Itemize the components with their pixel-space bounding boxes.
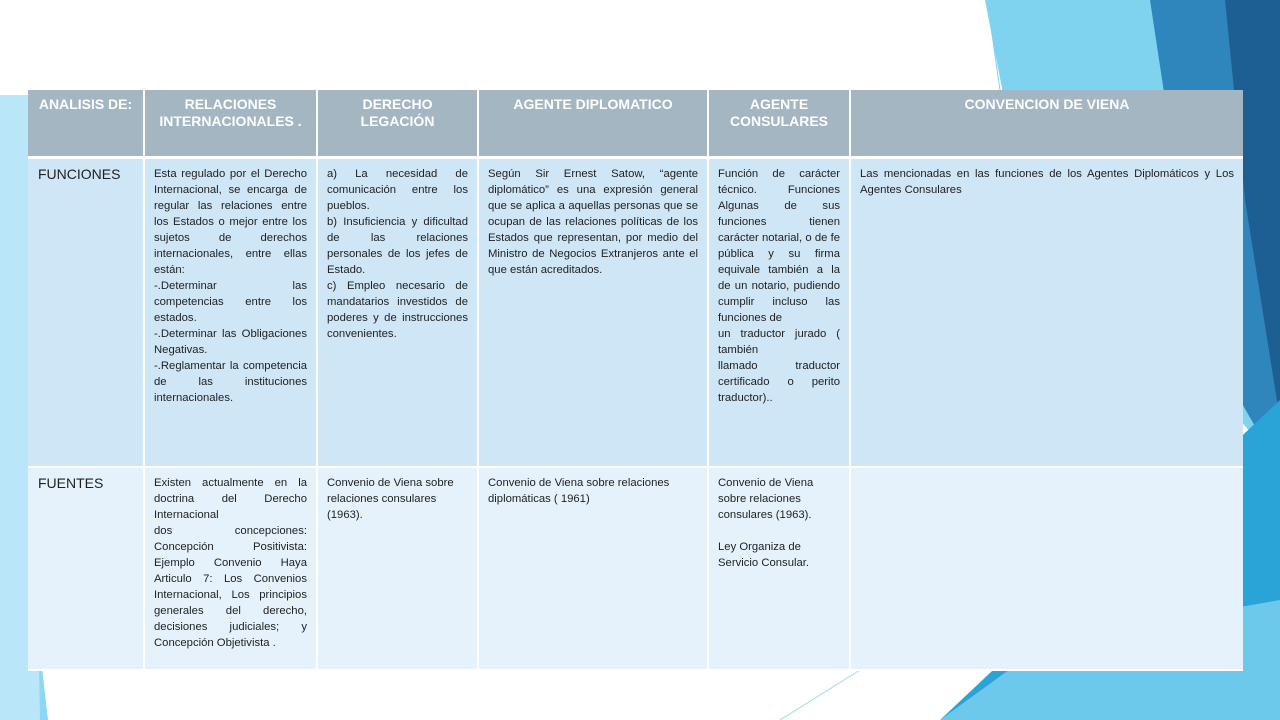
cell-funciones-viena: Las mencionadas en las funciones de los Agentes Diplomáticos y Los Agentes Consulares — [850, 157, 1243, 467]
row-label-funciones: FUNCIONES — [28, 157, 144, 467]
header-viena: CONVENCION DE VIENA — [850, 90, 1243, 157]
cell-funciones-relaciones — [144, 157, 317, 467]
header-relaciones: RELACIONES INTERNACIONALES . — [144, 90, 317, 157]
text-line: -.Determinar las competencias entre los estados. — [154, 279, 307, 324]
text-line: Existen actualmente en la doctrina del Derecho Internacional — [154, 477, 307, 521]
text-line: -.Reglamentar la competencia de las instituciones internacionales. — [154, 359, 307, 404]
comparison-table-container — [28, 90, 1243, 671]
text-line: Convenio de Viena sobre relaciones consulares (1963). — [718, 477, 814, 521]
cell-fuentes-viena — [850, 467, 1243, 670]
text-line: un traductor jurado ( también — [718, 327, 840, 356]
text-line: b) Insuficiencia y dificultad de las relaciones personales de los jefes de Estado. — [327, 215, 468, 276]
cell-funciones-diplomatico: Según Sir Ernest Satow, “agente diplomático” es una expresión general que se aplica a aquellas personas que se ocupan de las relaciones políticas de los Estados que representan, por medio del Ministro de Negocios Extranjeros ante el que están acreditados. — [478, 157, 708, 467]
table-row-funciones — [28, 157, 1243, 467]
table-header-row — [28, 90, 1243, 157]
cell-fuentes-relaciones — [144, 467, 317, 670]
text-line: -.Determinar las Obligaciones Negativas. — [154, 327, 307, 356]
text-line: llamado traductor certificado o perito traductor).. — [718, 359, 840, 404]
text-line: c) Empleo necesario de mandatarios investidos de poderes y de instrucciones convenientes. — [327, 279, 468, 340]
text-line: a) La necesidad de comunicación entre los pueblos. — [327, 167, 468, 212]
header-legacion: DERECHO LEGACIÓN — [317, 90, 478, 157]
header-analisis: ANALISIS DE: — [28, 90, 144, 157]
header-diplomatico: AGENTE DIPLOMATICO — [478, 90, 708, 157]
row-label-fuentes: FUENTES — [28, 467, 144, 670]
comparison-table — [28, 90, 1243, 671]
cell-funciones-consulares — [708, 157, 850, 467]
header-consulares: AGENTE CONSULARES — [708, 90, 850, 157]
cell-fuentes-diplomatico: Convenio de Viena sobre relaciones diplomáticas ( 1961) — [478, 467, 708, 670]
cell-funciones-legacion — [317, 157, 478, 467]
text-line: dos concepciones: Concepción Positivista: Ejemplo Convenio Haya Articulo 7: Los Convenios Internacional, Los principios generales del derecho, decisiones judiciales; y Concepción Objetivista . — [154, 525, 307, 649]
text-line: Función de carácter técnico. Funciones Algunas de sus funciones tienen carácter notarial, o de fe pública y su firma equivale también a la de un notario, pudiendo cumplir incluso las funciones de — [718, 167, 840, 324]
spacer — [718, 523, 840, 539]
thin-line-bottom — [780, 670, 860, 720]
table-row-fuentes — [28, 467, 1243, 670]
cell-fuentes-consulares — [708, 467, 850, 670]
text-line: Ley Organiza de Servicio Consular. — [718, 541, 810, 569]
cell-fuentes-legacion: Convenio de Viena sobre relaciones consulares (1963). — [317, 467, 478, 670]
text-line: Esta regulado por el Derecho Internacional, se encarga de regular las relaciones entre los Estados o mejor entre los sujetos de derechos internacionales, entre ellas están: — [154, 167, 307, 276]
